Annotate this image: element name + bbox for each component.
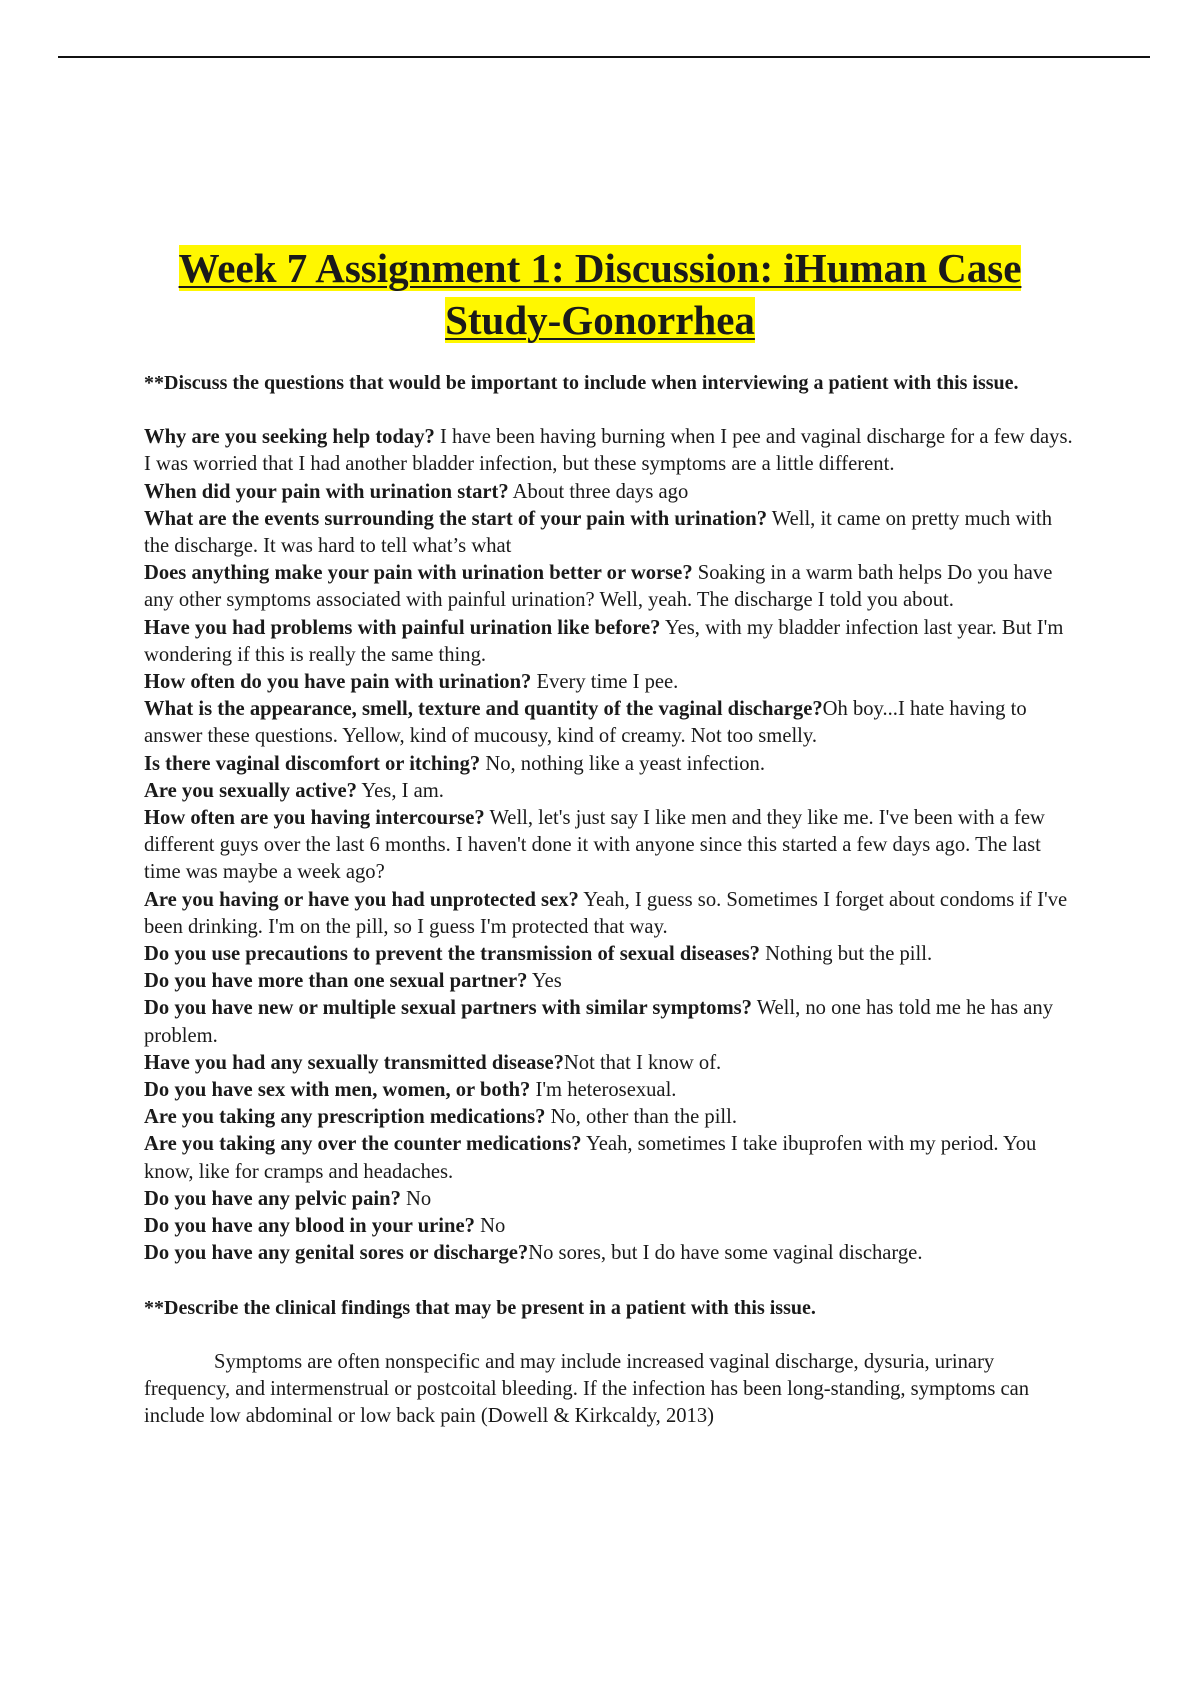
qa-item (144, 751, 1074, 778)
qa-item (144, 506, 1074, 560)
question-text: Are you taking any prescription medications? (144, 1106, 546, 1129)
answer-text: Yes, I am. (356, 779, 444, 802)
question-text: Do you have any genital sores or discharge? (144, 1242, 529, 1265)
qa-item (144, 941, 1074, 968)
findings-prompt: **Describe the clinical findings that may be present in a patient with this issue. (144, 1296, 816, 1319)
question-text: How often are you having intercourse? (144, 807, 485, 830)
question-text: Do you have sex with men, women, or both? (144, 1079, 531, 1102)
answer-text: Every time I pee. (531, 671, 679, 694)
top-divider (58, 56, 1150, 58)
title-line-2: Study-Gonorrhea (445, 297, 755, 343)
qa-item (144, 669, 1074, 696)
findings-paragraph: Symptoms are often nonspecific and may include increased vaginal discharge, dysuria, urinary frequency, and intermenstrual or postcoital bleeding. If the infection has been long-standing, symptoms can include low abdominal or low back pain (Dowell & Kirkcaldy, 2013) (144, 1350, 1030, 1428)
qa-item (144, 995, 1074, 1049)
question-text: Why are you seeking help today? (144, 426, 435, 449)
question-text: What is the appearance, smell, texture and quantity of the vaginal discharge? (144, 698, 823, 721)
qa-item (144, 1104, 1074, 1131)
answer-text: I'm heterosexual. (530, 1079, 677, 1102)
qa-item (144, 778, 1074, 805)
answer-text: About three days ago (508, 480, 689, 503)
qa-item (144, 424, 1074, 478)
qa-item (144, 1240, 1074, 1267)
answer-text: Not that I know of. (563, 1051, 722, 1074)
document-body (144, 370, 1074, 1430)
answer-text: Well, no one has told me he has any problem. (144, 997, 1054, 1047)
question-text: Do you have any blood in your urine? (144, 1215, 475, 1238)
qa-item (144, 479, 1074, 506)
answer-text: No, other than the pill. (545, 1106, 738, 1129)
question-text: Is there vaginal discomfort or itching? (144, 752, 481, 775)
document-title (60, 242, 1140, 346)
answer-text: No (474, 1215, 506, 1238)
question-text: Do you use precautions to prevent the transmission of sexual diseases? (144, 943, 760, 966)
qa-item (144, 1050, 1074, 1077)
question-text: Do you have new or multiple sexual partners with similar symptoms? (144, 997, 752, 1020)
answer-text: Yes (527, 970, 562, 993)
question-text: How often do you have pain with urination? (144, 671, 532, 694)
answer-text: Well, let's just say I like men and they like me. I've been with a few different guys over the last 6 months. I haven't done it with anyone since this started a few days ago. The last time was maybe a week ago? (144, 807, 1045, 884)
qa-item (144, 887, 1074, 941)
answer-text: Well, it came on pretty much with the discharge. It was hard to tell what’s what (144, 507, 1053, 558)
question-text: When did your pain with urination start? (144, 480, 509, 503)
answer-text: Soaking in a warm bath helps Do you have any other symptoms associated with painful urination? Well, yeah. The discharge I told you about. (144, 562, 1053, 612)
qa-item (144, 1131, 1074, 1185)
qa-item (144, 615, 1074, 669)
qa-item (144, 1077, 1074, 1104)
answer-text: No (400, 1187, 432, 1210)
answer-text: I have been having burning when I pee and vaginal discharge for a few days. I was worried that I had another bladder infection, but these symptoms are a little different. (144, 426, 1073, 476)
qa-list (144, 424, 1074, 1267)
qa-item (144, 1186, 1074, 1213)
question-text: What are the events surrounding the start of your pain with urination? (144, 507, 768, 530)
interview-prompt: **Discuss the questions that would be important to include when interviewing a patient with this issue. (144, 372, 1019, 394)
question-text: Are you having or have you had unprotected sex? (144, 888, 579, 911)
question-text: Have you had problems with painful urination like before? (144, 616, 661, 639)
answer-text: Yeah, I guess so. Sometimes I forget about condoms if I've been drinking. I'm on the pill, so I guess I'm protected that way. (144, 888, 1068, 938)
answer-text: No sores, but I do have some vaginal discharge. (528, 1242, 923, 1265)
question-text: Do you have more than one sexual partner? (144, 970, 528, 993)
question-text: Are you sexually active? (144, 779, 357, 802)
question-text: Are you taking any over the counter medications? (144, 1133, 582, 1156)
answer-text: Nothing but the pill. (759, 943, 933, 966)
title-line-1: Week 7 Assignment 1: Discussion: iHuman Case (178, 245, 1022, 291)
question-text: Do you have any pelvic pain? (144, 1187, 401, 1210)
answer-text: Yeah, sometimes I take ibuprofen with my period. You know, like for cramps and headaches. (144, 1133, 1037, 1183)
qa-item (144, 805, 1074, 887)
question-text: Does anything make your pain with urination better or worse? (144, 562, 693, 585)
qa-item (144, 560, 1074, 614)
qa-item (144, 968, 1074, 995)
qa-item (144, 696, 1074, 750)
question-text: Have you had any sexually transmitted disease? (144, 1051, 564, 1074)
answer-text: Oh boy...I hate having to answer these questions. Yellow, kind of mucousy, kind of creamy. Not too smelly. (144, 698, 1027, 748)
answer-text: Yes, with my bladder infection last year. But I'm wondering if this is really the same thing. (144, 616, 1064, 666)
qa-item (144, 1213, 1074, 1240)
answer-text: No, nothing like a yeast infection. (480, 752, 765, 775)
